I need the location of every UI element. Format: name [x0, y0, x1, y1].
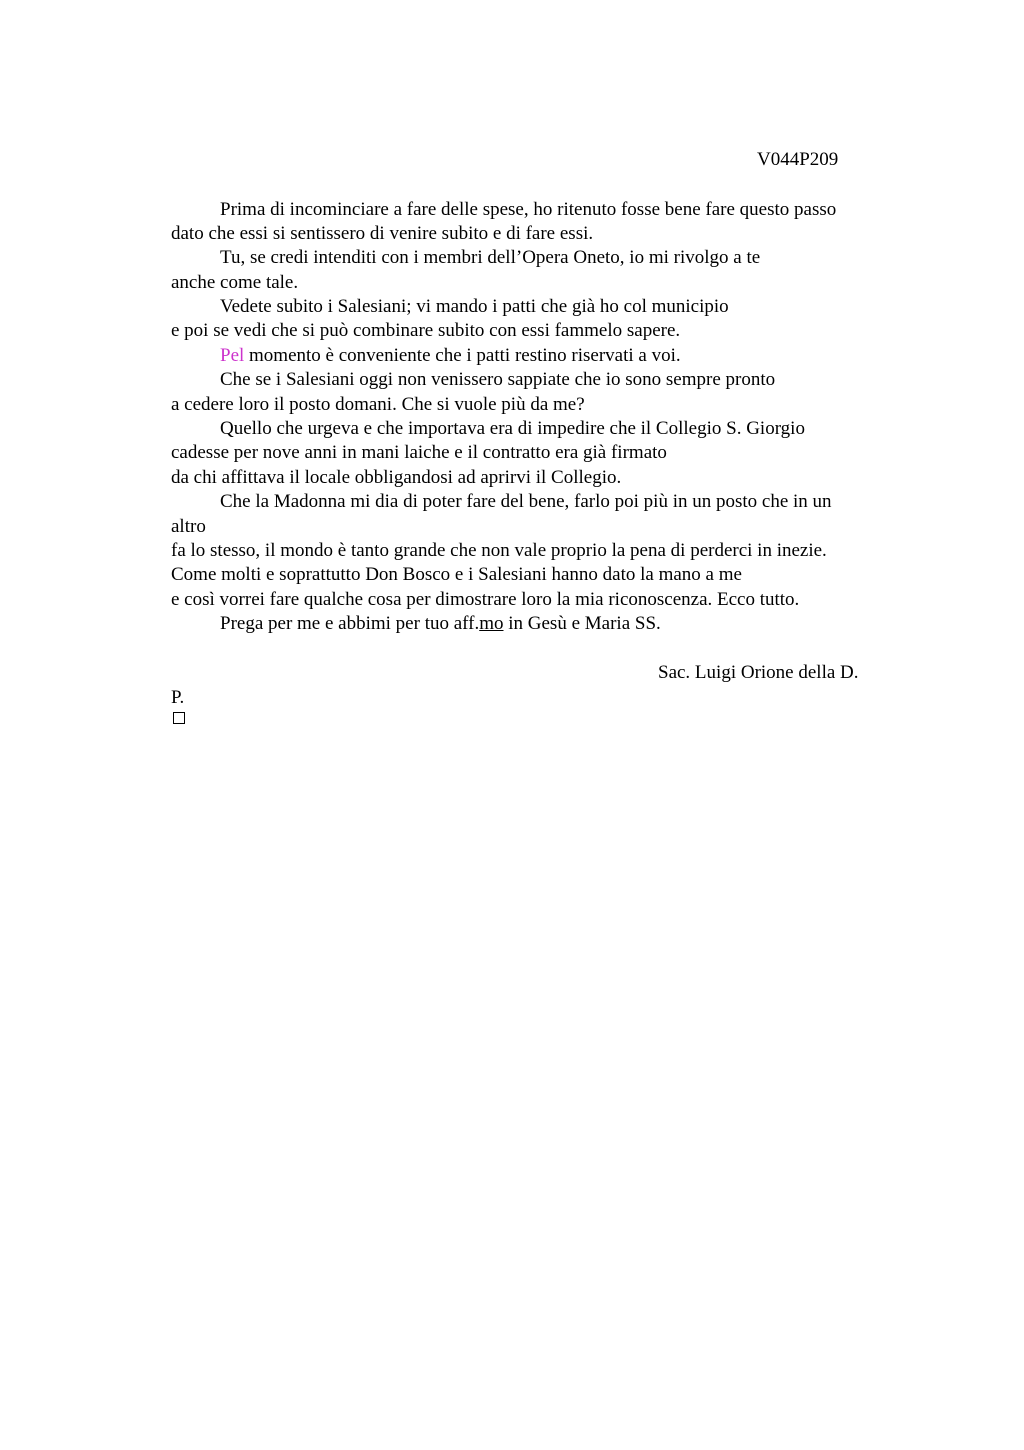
paragraph-line: dato che essi si sentissero di venire subito e di fare essi. [171, 223, 594, 244]
paragraph-line: fa lo stesso, il mondo è tanto grande che non vale proprio la pena di perderci in inezie. [171, 540, 827, 561]
paragraph-line-text: momento è conveniente che i patti restino riservati a voi. [249, 345, 681, 366]
signature: Sac. Luigi Orione della D. [658, 662, 859, 683]
paragraph-line: Tu, se credi intenditi con i membri dell’Opera Oneto, io mi rivolgo a te [220, 247, 761, 268]
closing-text-end: in Gesù e Maria SS. [508, 613, 661, 634]
paragraph-line: da chi affittava il locale obbligandosi ad aprirvi il Collegio. [171, 467, 622, 488]
paragraph-line: anche come tale. [171, 272, 299, 293]
paragraph-line: e poi se vedi che si può combinare subito con essi fammelo sapere. [171, 320, 681, 341]
paragraph-line: Come molti e soprattutto Don Bosco e i Salesiani hanno dato la mano a me [171, 564, 742, 585]
closing-line [220, 614, 661, 633]
paragraph-line: e così vorrei fare qualche cosa per dimostrare loro la mia riconoscenza. Ecco tutto. [171, 589, 800, 610]
highlighted-word: Pel [220, 345, 245, 366]
underlined-abbrev: mo [479, 613, 504, 634]
checkbox-glyph [173, 712, 185, 724]
signature-continuation: P. [171, 687, 185, 708]
paragraph-line: cadesse per nove anni in mani laiche e il contratto era già firmato [171, 442, 667, 463]
paragraph-line [220, 346, 681, 365]
paragraph-line: Quello che urgeva e che importava era di impedire che il Collegio S. Giorgio [220, 418, 805, 439]
closing-text: Prega per me e abbimi per tuo aff. [220, 613, 480, 634]
paragraph-line: Che la Madonna mi dia di poter fare del bene, farlo poi più in un posto che in un [220, 491, 832, 512]
paragraph-line: a cedere loro il posto domani. Che si vuole più da me? [171, 394, 585, 415]
paragraph-line: altro [171, 516, 206, 537]
paragraph-line: Vedete subito i Salesiani; vi mando i patti che già ho col municipio [220, 296, 729, 317]
paragraph-line: Che se i Salesiani oggi non venissero sappiate che io sono sempre pronto [220, 369, 776, 390]
paragraph-line: Prima di incominciare a fare delle spese, ho ritenuto fosse bene fare questo passo [220, 199, 837, 220]
page-code: V044P209 [757, 149, 839, 170]
